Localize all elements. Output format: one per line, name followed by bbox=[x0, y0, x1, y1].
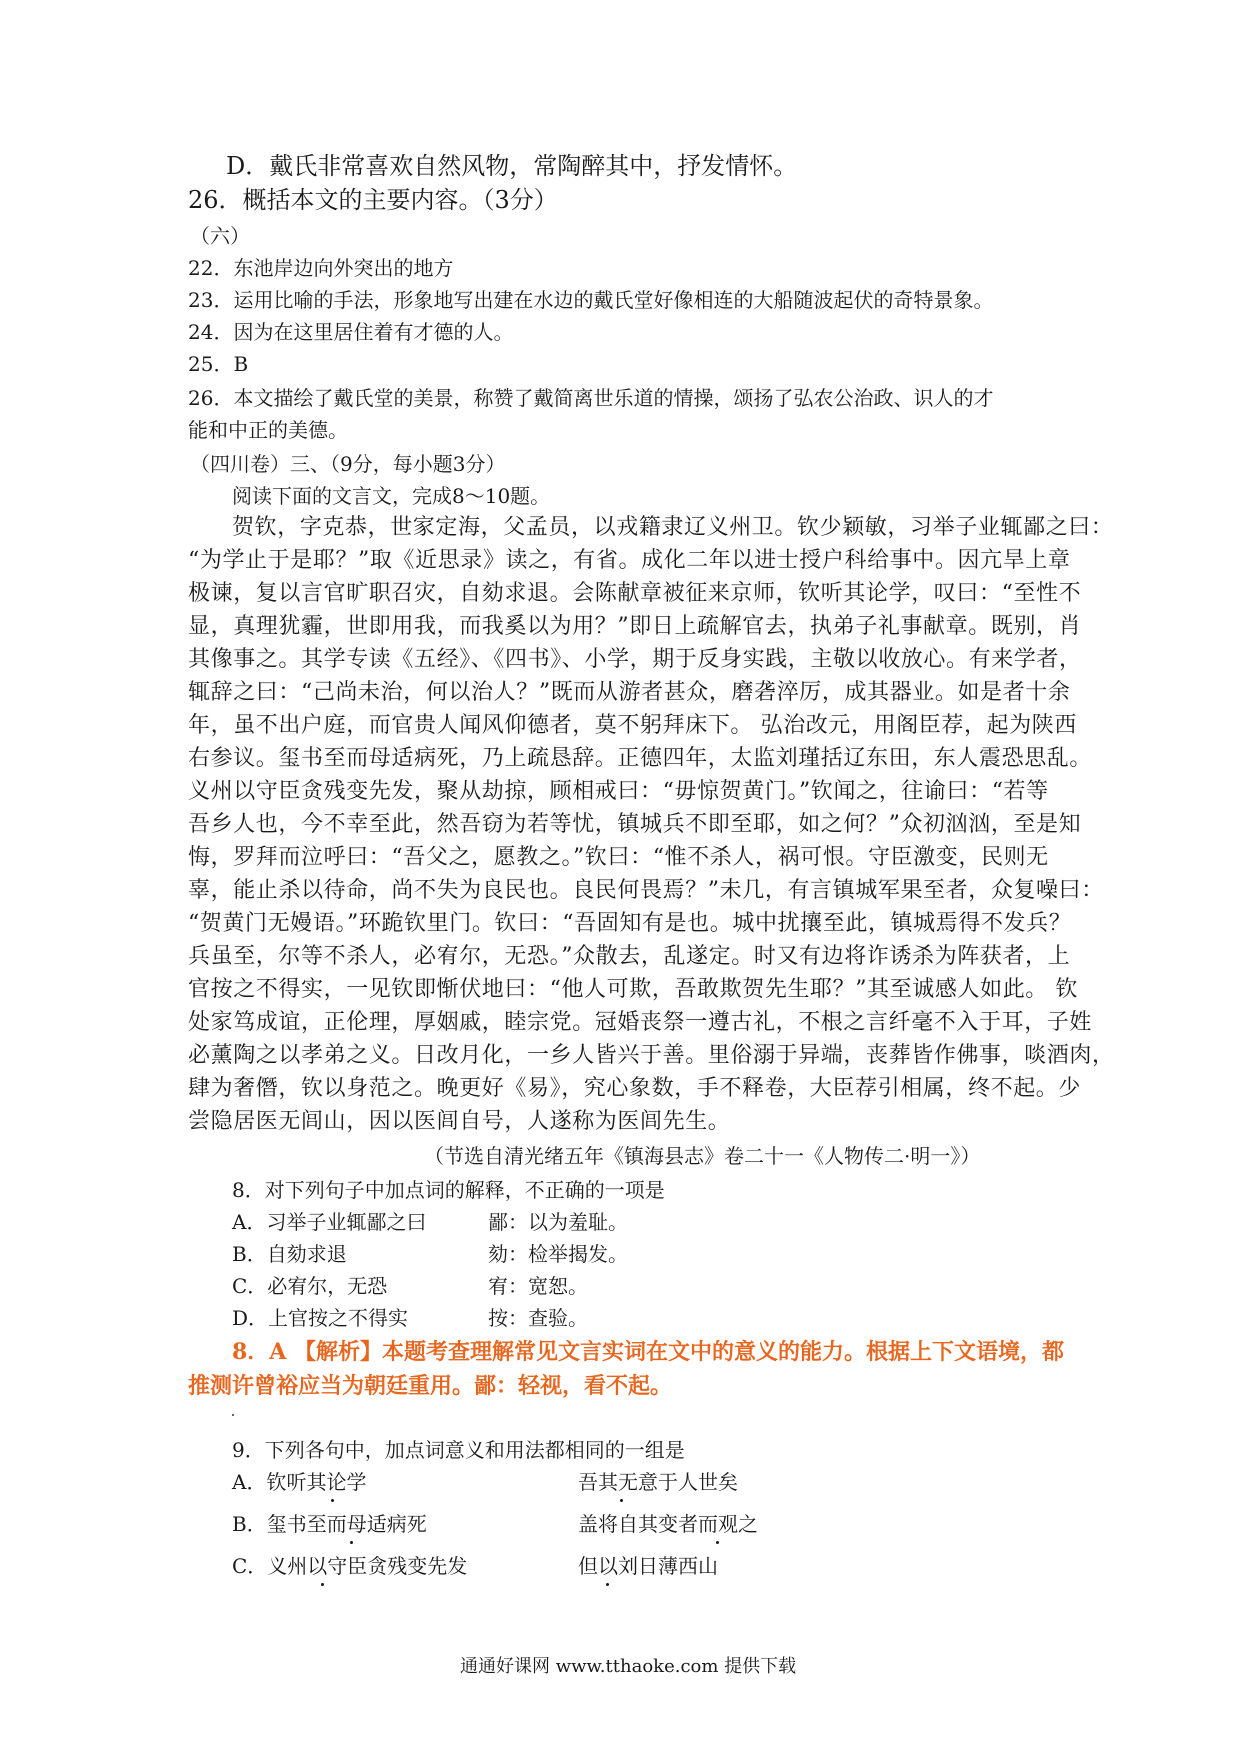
passage-line: 兵虽至，尔等不杀人，必宥尔，无恐。”众散去，乱遂定。时又有边将诈诱杀为阵获者，上 bbox=[188, 944, 1071, 969]
answer-22: 22．东池岸边向外突出的地方 bbox=[188, 256, 454, 280]
q8-stem: 8．对下列句子中加点词的解释，不正确的一项是 bbox=[232, 1178, 665, 1202]
passage-line: 辄辞之曰：“己尚未治，何以治人？”既而从游者甚众，磨砻淬厉，成其器业。如是者十余 bbox=[188, 680, 1071, 705]
q8-option-b-gloss: 劾：检举揭发。 bbox=[488, 1242, 628, 1266]
passage-line: “贺黄门无嫚语。”环跪钦里门。钦曰：“吾固知有是也。城中扰攘至此，镇城焉得不发兵？ bbox=[188, 911, 1072, 936]
emphasis-dot bbox=[716, 1541, 719, 1544]
answer-26-line2: 能和中正的美德。 bbox=[188, 418, 348, 442]
passage-line: 肆为奢僭，钦以身范之。晚更好《易》，究心象数，手不释卷，大臣荐引相属，终不起。少 bbox=[188, 1076, 1082, 1101]
passage-line: 贺钦，字克恭，世家定海，父孟员，以戎籍隶辽义州卫。钦少颖敏，习举子业辄鄙之曰： bbox=[232, 515, 1114, 540]
q9-stem: 9．下列各句中，加点词意义和用法都相同的一组是 bbox=[232, 1438, 685, 1462]
q9-option-a: A．钦听其论学 bbox=[232, 1470, 367, 1494]
q9-option-b-compare: 盖将自其变者而观之 bbox=[578, 1512, 758, 1536]
sichuan-section-heading: （四川卷）三、（9分，每小题3分） bbox=[190, 452, 506, 476]
reading-instruction: 阅读下面的文言文，完成8～10题。 bbox=[232, 484, 551, 508]
answer-24: 24．因为在这里居住着有才德的人。 bbox=[188, 320, 514, 344]
answer-26-line1: 26．本文描绘了戴氏堂的美景，称赞了戴简离世乐道的情操，颂扬了弘农公治政、识人的才 bbox=[188, 386, 994, 410]
emphasis-dot bbox=[620, 1499, 623, 1502]
q26-question: 26．概括本文的主要内容。（3分） bbox=[188, 186, 558, 214]
section-six-heading: （六） bbox=[190, 224, 250, 248]
passage-line: 官按之不得实，一见钦即惭伏地曰：“他人可欺，吾敢欺贺先生耶？”其至诚感人如此。 钦 bbox=[188, 977, 1079, 1002]
q8-option-d: D．上官按之不得实 bbox=[232, 1306, 409, 1330]
passage-line: 极谏，复以言官旷职召灾，自劾求退。会陈献章被征来京师，钦听其论学，叹曰：“至性不 bbox=[188, 581, 1082, 606]
q8-answer-line1: 8．A 【解析】本题考查理解常见文言实词在文中的意义的能力。根据上下文语境，都 bbox=[232, 1339, 1065, 1365]
emphasis-dot bbox=[606, 1583, 609, 1586]
q8-option-a-gloss: 鄙：以为羞耻。 bbox=[488, 1210, 628, 1234]
passage-line: 年，虽不出户庭，而官贵人闻风仰德者，莫不躬拜床下。 弘治改元，用阁臣荐，起为陕西 bbox=[188, 713, 1077, 738]
passage-line: 悔，罗拜而泣呼曰：“吾父之，愿教之。”钦曰：“惟不杀人，祸可恨。守臣激变，民则无 bbox=[188, 845, 1049, 870]
emphasis-dot bbox=[331, 1499, 334, 1502]
page-footer: 通通好课网 www.tthaoke.com 提供下载 bbox=[460, 1656, 797, 1677]
q8-option-a: A．习举子业辄鄙之曰 bbox=[232, 1210, 427, 1234]
passage-line: 其像事之。其学专读《五经》、《四书》、小学，期于反身实践，主敬以收放心。有来学者， bbox=[188, 647, 1082, 672]
q8-option-d-gloss: 按：查验。 bbox=[488, 1306, 588, 1330]
passage-line: 必薰陶之以孝弟之义。日改月化，一乡人皆兴于善。里俗溺于异端，丧葬皆作佛事，啖酒肉， bbox=[188, 1043, 1115, 1068]
emphasis-dot bbox=[350, 1541, 353, 1544]
q8-option-c: C．必宥尔，无恐 bbox=[232, 1274, 388, 1298]
q9-option-c-compare: 但以刘日薄西山 bbox=[578, 1554, 718, 1578]
passage-line: 辜，能止杀以待命，尚不失为良民也。良民何畏焉？”未几，有言镇城军果至者，众复噪曰： bbox=[188, 878, 1104, 903]
passage-line: “为学止于是耶？”取《近思录》读之，有省。成化二年以进士授户科给事中。因亢旱上章 bbox=[188, 548, 1071, 573]
passage-line: 尝隐居医无闾山，因以医闾自号，人遂称为医闾先生。 bbox=[188, 1109, 731, 1134]
scan-speck bbox=[232, 1414, 234, 1416]
passage-line: 义州以守臣贪残变先发，聚从劫掠，顾相戒曰：“毋惊贺黄门。”钦闻之，往谕曰：“若等 bbox=[188, 779, 1049, 804]
passage-line: 右参议。玺书至而母适病死，乃上疏恳辞。正德四年，太监刘瑾括辽东田，东人震恐思乱。 bbox=[188, 746, 1093, 771]
q9-option-a-compare: 吾其无意于人世矣 bbox=[578, 1470, 738, 1494]
q8-answer-line2: 推测许曾裕应当为朝廷重用。鄙：轻视，看不起。 bbox=[188, 1373, 673, 1399]
answer-25: 25．B bbox=[188, 352, 249, 376]
q9-option-b: B．玺书至而母适病死 bbox=[232, 1512, 427, 1536]
emphasis-dot bbox=[321, 1583, 324, 1586]
passage-line: 吾乡人也，今不幸至此，然吾窃为若等忧，镇城兵不即至耶，如之何？”众初汹汹，至是知 bbox=[188, 812, 1082, 837]
passage-line: 显，真理犹霾，世即用我，而我奚以为用？”即日上疏解官去，执弟子礼事献章。既别，肖 bbox=[188, 614, 1082, 639]
q9-option-c: C．义州以守臣贪残变先发 bbox=[232, 1554, 468, 1578]
q8-option-b: B．自劾求退 bbox=[232, 1242, 347, 1266]
answer-23: 23．运用比喻的手法，形象地写出建在水边的戴氏堂好像相连的大船随波起伏的奇特景象。 bbox=[188, 288, 994, 312]
q25-option-d: D．戴氏非常喜欢自然风物，常陶醉其中，抒发情怀。 bbox=[226, 152, 798, 180]
q8-option-c-gloss: 宥：宽恕。 bbox=[488, 1274, 588, 1298]
passage-source: （节选自清光绪五年《镇海县志》卷二十一《人物传二·明一》） bbox=[424, 1144, 981, 1168]
passage-line: 处家笃成谊，正伦理，厚姻戚，睦宗党。冠婚丧祭一遵古礼，不根之言纤毫不入于耳，子姓 bbox=[188, 1010, 1093, 1035]
